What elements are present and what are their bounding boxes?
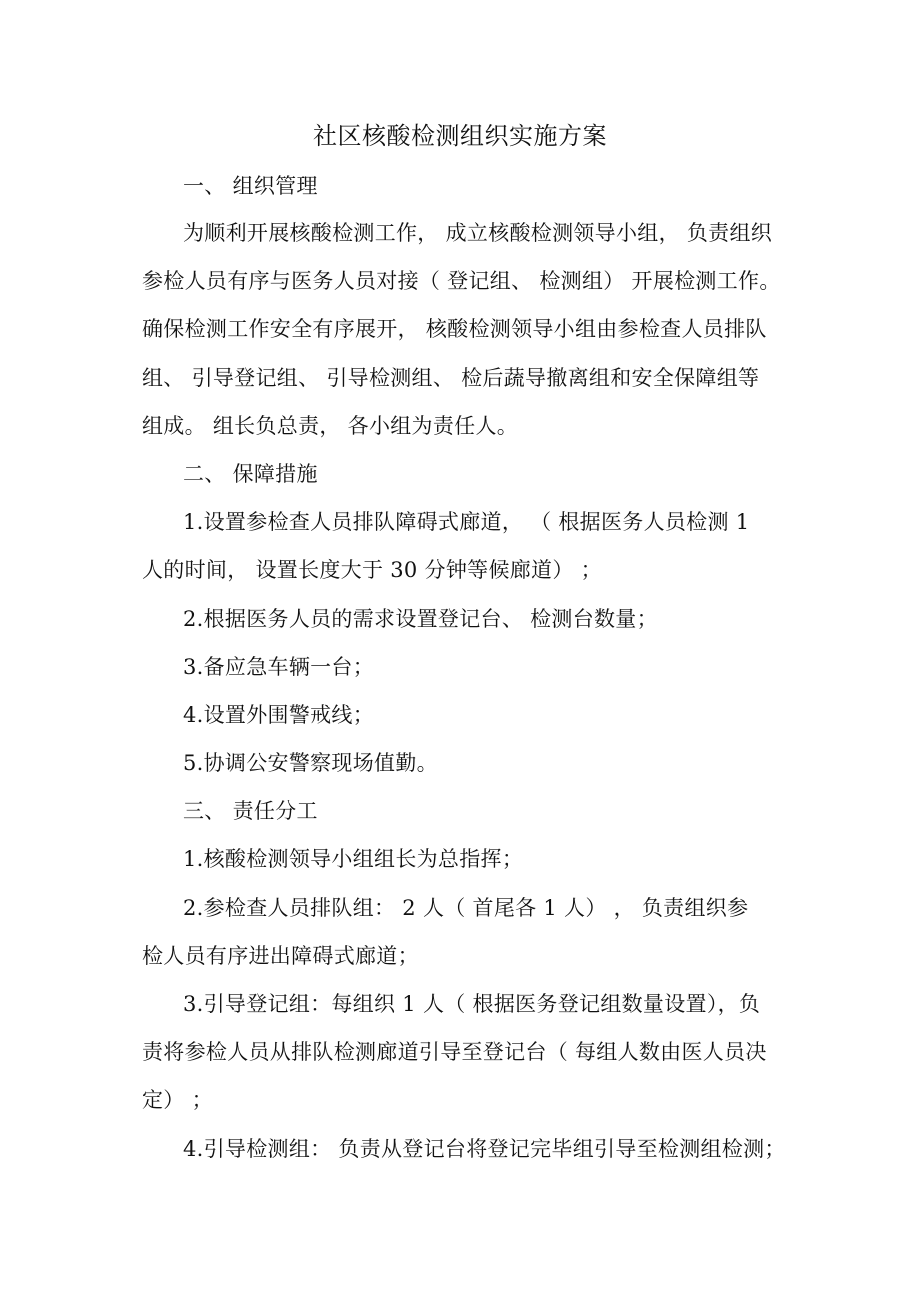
list-item-continuation: 人的时间， 设置长度大于 30 分钟等候廊道） ； xyxy=(142,558,602,582)
paragraph-line: 组、 引导登记组、 引导检测组、 检后蔬导撤离组和安全保障组等 xyxy=(142,366,760,390)
section-heading-responsibilities: 三、 责任分工 xyxy=(183,799,318,823)
paragraph-line: 为顺利开展核酸检测工作， 成立核酸检测领导小组， 负责组织 xyxy=(183,221,773,245)
document-title: 社区核酸检测组织实施方案 xyxy=(313,122,607,150)
list-item: 1.设置参检查人员排队障碍式廊道， （ 根据医务人员检测 1 xyxy=(183,510,750,534)
list-item: 4.设置外围警戒线； xyxy=(183,703,375,727)
list-item-continuation: 责将参检人员从排队检测廊道引导至登记台（ 每组人数由医人员决 xyxy=(142,1040,767,1064)
list-item: 1.核酸检测领导小组组长为总指挥； xyxy=(183,847,524,871)
paragraph-line: 确保检测工作安全有序展开， 核酸检测领导小组由参检查人员排队 xyxy=(142,317,767,341)
paragraph-line: 参检人员有序与医务人员对接（ 登记组、 检测组） 开展检测工作。 xyxy=(142,269,781,293)
list-item: 4.引导检测组： 负责从登记台将登记完毕组引导至检测组检测； xyxy=(183,1137,786,1161)
list-item-continuation: 定） ； xyxy=(142,1088,213,1112)
list-item-continuation: 检人员有序进出障碍式廊道； xyxy=(142,944,419,968)
list-item: 2.根据医务人员的需求设置登记台、 检测台数量； xyxy=(183,607,658,631)
section-heading-safeguards: 二、 保障措施 xyxy=(183,462,318,486)
list-item: 3.备应急车辆一台； xyxy=(183,655,375,679)
list-item: 3.引导登记组：每组织 1 人（ 根据医务登记组数量设置），负 xyxy=(183,992,761,1016)
list-item: 5.协调公安警察现场值勤。 xyxy=(183,751,438,775)
section-heading-organization: 一、 组织管理 xyxy=(183,174,318,198)
paragraph-line: 组成。 组长负总责， 各小组为责任人。 xyxy=(142,414,519,438)
list-item: 2.参检查人员排队组： 2 人（ 首尾各 1 人） ， 负责组织参 xyxy=(183,896,749,920)
